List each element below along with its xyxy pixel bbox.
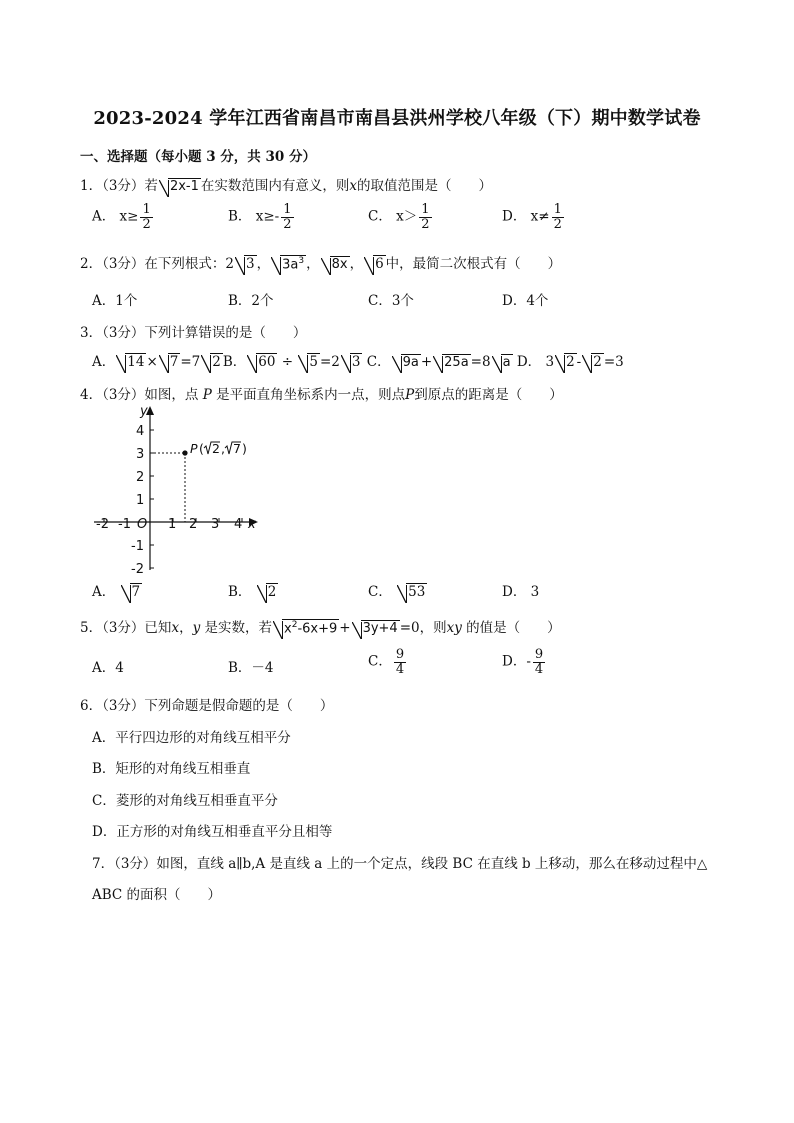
- y-ticks: [150, 430, 154, 568]
- question-4-option-d: D． 3: [502, 584, 540, 600]
- sqrt-expression: 2x-1: [159, 178, 201, 195]
- x-tick-label: -1: [118, 517, 131, 532]
- question-3-stem: 3．（3分）下列计算错误的是（ ）: [80, 325, 307, 341]
- svg-text:P: P: [190, 441, 198, 456]
- question-6-stem: 6．（3分）下列命题是假命题的是（ ）: [80, 698, 334, 714]
- y-tick-label: -1: [131, 539, 144, 554]
- x-tick-label: 1: [168, 517, 177, 532]
- question-6-option-d: D．正方形的对角线互相垂直平分且相等: [92, 824, 333, 840]
- question-1-stem: 1．（3分）若 2x-1 在实数范围内有意义，则x的取值范围是（ ）: [80, 178, 492, 194]
- question-6-option-c: C．菱形的对角线互相垂直平分: [92, 793, 278, 809]
- y-axis-label: y: [140, 404, 148, 419]
- y-tick-label: -2: [131, 562, 144, 574]
- svg-text:2: 2: [212, 441, 220, 456]
- question-4-option-a: A． 7: [92, 584, 141, 600]
- question-5-option-d: D．- $\frac{9}{4}$: [502, 647, 544, 677]
- x-axis-label: x: [248, 517, 256, 532]
- question-5-stem: 5．（3分）已知x，y 是实数，若 $x^2-6x+9 + 3y+4 =0$，则xy 的值是（ ）: [80, 619, 561, 636]
- question-3-option-a: A． 14 × 7 =7 2: [92, 354, 221, 370]
- question-2-option-c: C．3个: [368, 293, 414, 309]
- question-2-option-d: D．4个: [502, 293, 549, 309]
- y-tick-label: 4: [136, 424, 145, 439]
- question-5-option-b: B．－4: [228, 660, 274, 676]
- x-tick-label: 3: [211, 517, 220, 532]
- svg-text:(: (: [199, 441, 204, 456]
- coordinate-graph: [88, 402, 263, 574]
- point-p-label: [190, 441, 247, 456]
- question-3-option-c: C． 9a + 25a =8 a: [366, 354, 511, 370]
- question-4-stem: 4．（3分）如图，点 P 是平面直角坐标系内一点，则点P到原点的距离是（ ）: [80, 387, 563, 403]
- question-1-option-c: C． x＞ $\frac{1}{2}$: [368, 202, 430, 232]
- question-6-option-b: B．矩形的对角线互相垂直: [92, 761, 251, 777]
- y-tick-label: 3: [136, 447, 145, 462]
- question-7-stem-line-1: 7．（3分）如图，直线 a∥b,A 是直线 a 上的一个定点，线段 BC 在直线 b 上移动，那么在移动过程中△: [92, 856, 708, 872]
- svg-text:,: ,: [221, 441, 225, 456]
- question-4-option-b: B． 2: [228, 584, 277, 600]
- svg-text:7: 7: [233, 441, 241, 456]
- y-tick-label: 1: [136, 493, 145, 508]
- x-tick-label: 4: [234, 517, 243, 532]
- question-7-stem-line-2: ABC 的面积（ ）: [92, 887, 222, 903]
- question-3-option-d: D． 3 2 - 2 =3: [516, 354, 624, 370]
- exam-title: 2023-2024 学年江西省南昌市南昌县洪州学校八年级（下）期中数学试卷: [93, 108, 701, 129]
- question-6-option-a: A．平行四边形的对角线互相平分: [92, 730, 291, 746]
- question-4-option-c: C． 53: [368, 584, 426, 600]
- origin-label: O: [137, 517, 148, 532]
- question-1-option-d: D． x≠ $\frac{1}{2}$: [502, 202, 562, 232]
- question-1-option-a: A． x≥ $\frac{1}{2}$: [92, 202, 151, 232]
- question-2-stem: 2．（3分）在下列根式：2 3 ， $3a^3$ ， 8x ， 6 中，最简二次根式有（ ）: [80, 255, 562, 272]
- question-3-option-b: B． 60 ÷ 5 =2 3: [222, 354, 361, 370]
- svg-text:): ): [242, 441, 247, 456]
- question-1-option-b: B． x≥- $\frac{1}{2}$: [228, 202, 292, 232]
- x-tick-label: -2: [96, 517, 109, 532]
- question-5-option-a: A．4: [92, 660, 124, 676]
- y-tick-label: 2: [136, 470, 145, 485]
- point-p: [182, 450, 187, 455]
- question-2-option-b: B．2个: [228, 293, 274, 309]
- question-3-options: [92, 350, 624, 371]
- x-tick-label: 2: [189, 517, 198, 532]
- question-2-option-a: A．1个: [92, 293, 138, 309]
- section-heading: 一、选择题（每小题 3 分，共 30 分）: [80, 149, 316, 165]
- question-5-option-c: C． $\frac{9}{4}$: [368, 647, 405, 677]
